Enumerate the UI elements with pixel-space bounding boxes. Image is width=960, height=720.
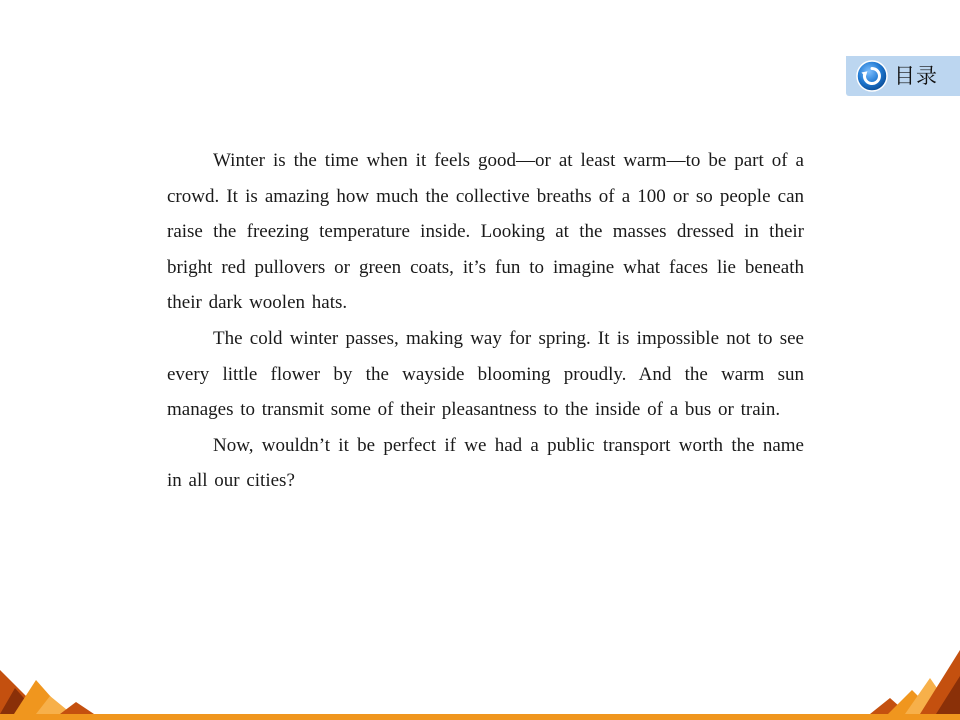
table-of-contents-label: 目录 <box>894 64 938 88</box>
table-of-contents-button[interactable] <box>846 56 960 96</box>
paragraph-winter: Winter is the time when it feels good—or at least warm—to be part of a crowd. It is amazing how much the collective breaths of a 100 or so people can raise the freezing temperature inside. Looking at the masses dressed in their bright red pullovers or green coats, it’s fun to imagine what faces lie beneath their dark woolen hats. <box>167 150 804 314</box>
refresh-circle-icon <box>856 60 888 92</box>
paragraph-conclusion: Now, wouldn’t it be perfect if we had a public transport worth the name in all our cities? <box>167 434 804 492</box>
paragraph-spring: The cold winter passes, making way for spring. It is impossible not to see every little flower by the wayside blooming proudly. And the warm sun manages to transmit some of their pleasantness to the inside of a bus or train. <box>167 327 804 421</box>
footer-decoration <box>0 650 960 720</box>
passage-text <box>167 143 804 499</box>
